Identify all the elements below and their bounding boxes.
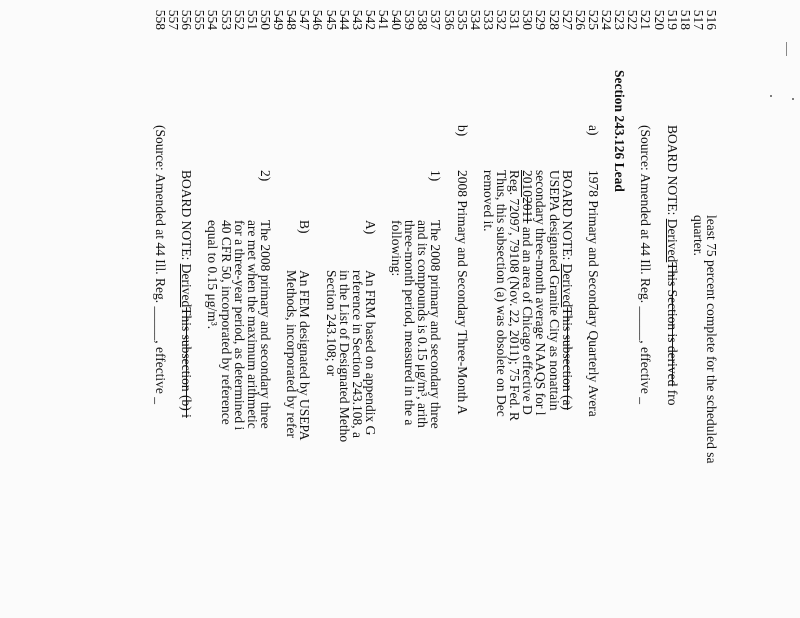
document-line xyxy=(377,0,390,618)
document-line xyxy=(351,0,364,618)
document-line xyxy=(390,0,403,618)
document-line xyxy=(574,0,587,618)
line-number: 551 xyxy=(244,9,260,30)
document-line xyxy=(403,0,416,618)
document-line xyxy=(246,0,259,618)
line-number: 545 xyxy=(323,9,339,30)
line-number: 556 xyxy=(179,9,195,30)
line-text xyxy=(613,70,626,192)
line-number: 522 xyxy=(625,9,641,30)
document-line xyxy=(325,0,338,618)
document-line xyxy=(561,0,574,618)
line-text xyxy=(705,215,718,464)
line-text xyxy=(259,170,272,181)
document-line xyxy=(469,0,482,618)
line-number: 546 xyxy=(310,9,326,30)
struck-text: 2011 xyxy=(520,197,536,224)
text-run: three-month period, measured in the a xyxy=(402,220,418,426)
line-text xyxy=(508,170,521,421)
text-run: are met when the maximum arithmetic xyxy=(244,220,260,429)
document-line xyxy=(653,0,666,618)
document-line xyxy=(534,0,547,618)
line-number: 533 xyxy=(480,9,496,30)
inserted-text: Derived xyxy=(559,263,575,308)
line-number: 536 xyxy=(441,9,457,30)
line-number: 528 xyxy=(546,9,562,30)
document-line xyxy=(311,0,324,618)
line-number: 530 xyxy=(520,9,536,30)
line-text xyxy=(351,270,364,438)
text-run: 2) xyxy=(257,170,273,182)
document-line xyxy=(587,0,600,618)
scan-mark xyxy=(786,42,787,56)
document-line xyxy=(600,0,613,618)
line-text xyxy=(692,215,705,256)
line-number: 549 xyxy=(271,9,287,30)
inserted-text: Derived xyxy=(179,263,195,308)
text-run: and an area of Chicago effective D xyxy=(520,223,536,415)
struck-text: This subsection (b) i xyxy=(179,307,195,418)
line-text xyxy=(154,125,167,404)
text-run: a) xyxy=(585,125,601,136)
line-text xyxy=(587,125,600,136)
line-heading-text: The 2008 primary and secondary three xyxy=(428,220,444,429)
document-line xyxy=(233,0,246,618)
line-number: 520 xyxy=(651,9,667,30)
line-number: 521 xyxy=(638,9,654,30)
line-text xyxy=(482,170,495,231)
line-heading-text: 2008 Primary and Secondary Three-Month A xyxy=(454,170,470,415)
text-run: Reg. 72097, 79108 (Nov. 22, 2011); 75 Fed. R xyxy=(507,170,523,421)
text-run: (Source: Amended at 44 Ill. Reg. _____, effective _ xyxy=(638,125,654,405)
line-heading-text: 1978 Primary and Secondary Quarterly Avera xyxy=(585,170,601,417)
line-number: 518 xyxy=(677,9,693,30)
line-number: 552 xyxy=(231,9,247,30)
text-run: least 75 percent complete for the scheduled sa xyxy=(704,215,719,464)
line-text xyxy=(246,220,259,429)
line-number: 540 xyxy=(389,9,405,30)
text-run: B) xyxy=(297,220,313,234)
text-run: following: xyxy=(389,220,405,277)
document-line xyxy=(259,0,272,618)
document-line xyxy=(416,0,429,618)
text-run: 40 CFR 50, incorporated by reference xyxy=(218,220,234,425)
line-text xyxy=(338,270,351,442)
document-line xyxy=(167,0,180,618)
line-number: 538 xyxy=(415,9,431,30)
line-number: 537 xyxy=(428,9,444,30)
document-line xyxy=(338,0,351,618)
line-text xyxy=(548,170,561,411)
text-run: reference in Section 243.108, a xyxy=(349,270,365,438)
text-run: BOARD NOTE: xyxy=(179,170,195,264)
document-line xyxy=(613,0,626,618)
document-line xyxy=(679,0,692,618)
line-number: 535 xyxy=(454,9,470,30)
document-line xyxy=(639,0,652,618)
line-number: 553 xyxy=(218,9,234,30)
line-number: 544 xyxy=(336,9,352,30)
document-line xyxy=(193,0,206,618)
line-text xyxy=(416,220,429,428)
line-text xyxy=(639,125,652,404)
line-number: 519 xyxy=(664,9,680,30)
line-number: 557 xyxy=(166,9,182,30)
line-number: 542 xyxy=(362,9,378,30)
document-line xyxy=(495,0,508,618)
document-line xyxy=(154,0,167,618)
line-number: 539 xyxy=(402,9,418,30)
text-run: in the List of Designated Metho xyxy=(336,270,352,443)
line-text xyxy=(534,170,547,416)
line-text xyxy=(403,220,416,425)
line-text xyxy=(521,170,534,415)
struck-text: This Section is derived xyxy=(664,262,680,387)
line-text xyxy=(666,125,679,405)
line-number: 548 xyxy=(284,9,300,30)
line-number: 534 xyxy=(467,9,483,30)
document-line xyxy=(272,0,285,618)
document-line xyxy=(220,0,233,618)
scan-speck xyxy=(792,98,794,100)
text-run: fro xyxy=(664,386,680,406)
line-number: 526 xyxy=(572,9,588,30)
line-text xyxy=(561,170,574,410)
line-text xyxy=(495,170,508,417)
text-run: (Source: Amended at 44 Ill. Reg. _____, effective _ xyxy=(152,125,168,405)
line-number: 547 xyxy=(297,9,313,30)
document-line xyxy=(521,0,534,618)
text-run: b) xyxy=(454,125,470,137)
text-run: Section 243.108; or xyxy=(323,270,339,377)
text-run: Thus, this subsection (a) was obsolete on Dec xyxy=(494,170,510,417)
document-line xyxy=(180,0,193,618)
line-text xyxy=(285,270,298,438)
inserted-text: Derived xyxy=(664,218,680,263)
document-line xyxy=(456,0,469,618)
text-run: BOARD NOTE: xyxy=(664,125,680,219)
document-line xyxy=(298,0,311,618)
inserted-text: 2010 xyxy=(520,170,536,197)
text-run: Methods, incorporated by refer xyxy=(284,270,300,438)
line-number: 555 xyxy=(192,9,208,30)
line-text xyxy=(206,220,219,329)
line-number: 554 xyxy=(205,9,221,30)
document-line xyxy=(364,0,377,618)
document-line xyxy=(705,0,718,618)
document-line xyxy=(206,0,219,618)
text-run: secondary three-month average NAAQS for l xyxy=(533,170,549,416)
line-text xyxy=(456,125,469,136)
text-run: and its compounds is 0.15 μg/m³, arith xyxy=(415,220,431,428)
line-heading-text: An FRM based on appendix G xyxy=(362,270,378,436)
struck-text: This subsection (a) xyxy=(559,307,575,410)
line-text xyxy=(364,220,377,234)
line-number: 541 xyxy=(376,9,391,30)
line-heading-text: An FEM designated by USEPA xyxy=(297,270,313,441)
text-run: A) xyxy=(362,220,378,235)
text-run: equal to 0.15 μg/m³. xyxy=(205,220,221,330)
line-text xyxy=(180,170,193,418)
line-number: 525 xyxy=(585,9,601,30)
line-text xyxy=(298,220,311,234)
line-number: 529 xyxy=(533,9,549,30)
text-run: BOARD NOTE: xyxy=(559,170,575,264)
line-number: 558 xyxy=(152,9,168,30)
line-number: 532 xyxy=(494,9,510,30)
line-text xyxy=(233,220,246,430)
document-line xyxy=(548,0,561,618)
document-line xyxy=(285,0,298,618)
document-line xyxy=(429,0,442,618)
line-number: 531 xyxy=(507,9,523,30)
document-line xyxy=(508,0,521,618)
line-number: 523 xyxy=(612,9,628,30)
line-number: 516 xyxy=(704,9,719,30)
text-run: Section 243.126 Lead xyxy=(612,70,628,192)
document-line xyxy=(626,0,639,618)
text-run: for a three-year period, as determined i xyxy=(231,220,247,431)
text-run: removed it. xyxy=(480,170,496,232)
line-text xyxy=(325,270,338,376)
text-run: 1) xyxy=(428,170,444,182)
document-line xyxy=(692,0,705,618)
line-number: 543 xyxy=(349,9,365,30)
document-line xyxy=(443,0,456,618)
line-text xyxy=(220,220,233,425)
line-text xyxy=(390,220,403,276)
line-number: 527 xyxy=(559,9,575,30)
document-line xyxy=(666,0,679,618)
line-number: 550 xyxy=(257,9,273,30)
text-run: quarter. xyxy=(690,215,706,256)
line-number: 524 xyxy=(599,9,615,30)
line-text xyxy=(429,170,442,181)
line-heading-text: The 2008 primary and secondary three xyxy=(257,220,273,429)
line-number: 517 xyxy=(690,9,706,30)
scan-speck xyxy=(770,95,772,97)
text-run: USEPA designated Granite City as nonattain xyxy=(546,170,562,411)
document-line xyxy=(482,0,495,618)
